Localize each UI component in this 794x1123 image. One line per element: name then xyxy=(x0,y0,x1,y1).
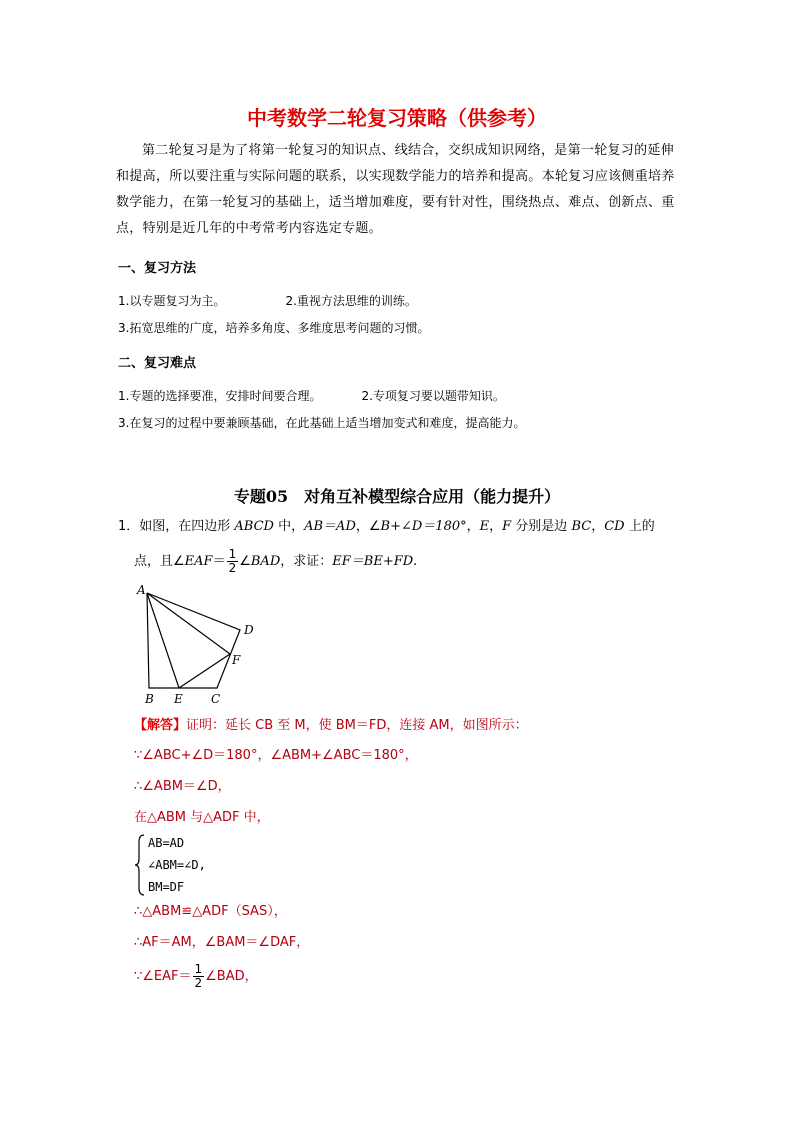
answer-tag: 【解答】 xyxy=(134,718,187,733)
quadrilateral-outline xyxy=(147,593,240,688)
label-F: F xyxy=(232,653,241,667)
difficulties-item-1: 1.专题的选择要准，安排时间要合理。 xyxy=(118,389,322,403)
difficulties-line-1 xyxy=(118,386,505,406)
system-eq-2: ∠ABM=∠D, xyxy=(148,858,206,872)
segment-AF xyxy=(147,593,230,654)
difficulties-item-3: 3.在复习的过程中要兼顾基础，在此基础上适当增加变式和难度，提高能力。 xyxy=(118,416,526,430)
intro-paragraph xyxy=(116,138,678,242)
intro-text: 第二轮复习是为了将第一轮复习的知识点、线结合，交织成知识网络，是第一轮复习的延伸和提高，所以要注重与实际问题的联系，以实现数学能力的培养和提高。本轮复习应该侧重培养数学能力，在第一轮复习的基础上，适当增加难度，要有针对性，围绕热点、难点、创新点、重点，特别是近几年的中考常考内容选定专题。 xyxy=(116,143,675,236)
answer-line-3: ∴∠ABM＝∠D， xyxy=(134,779,231,794)
methods-item-1: 1.以专题复习为主。 xyxy=(118,294,226,308)
label-E: E xyxy=(174,692,183,706)
section-heading-methods: 一、复习方法 xyxy=(118,261,197,276)
answer-line-7: ∵∠EAF＝ $\frac{1}{2}$ ∠BAD， xyxy=(134,962,258,990)
answer-line-4: 在△ABM 与△ADF 中， xyxy=(134,810,270,825)
answer-line-2: ∵∠ABC+∠D＝180°，∠ABM+∠ABC＝180°， xyxy=(134,748,418,763)
methods-item-2: 2.重视方法思维的训练。 xyxy=(285,294,417,308)
methods-item-3: 3.拓宽思维的广度，培养多角度、多维度思考问题的习惯。 xyxy=(118,321,430,335)
answer-line-6: ∴AF＝AM，∠BAM＝∠DAF， xyxy=(134,935,310,950)
answer-line-1: 【解答】证明：延长 CB 至 M，使 BM＝FD，连接 AM，如图所示： xyxy=(134,718,528,733)
segment-AE xyxy=(147,593,179,688)
label-B: B xyxy=(145,692,154,706)
label-A: A xyxy=(137,583,146,597)
fraction-one-half: $\frac{1}{2}$ xyxy=(228,547,237,575)
topic-title: 专题05 对角互补模型综合应用（能力提升） xyxy=(233,487,561,506)
question-line-2: 点，且∠EAF＝ $\frac{1}{2}$ ∠BAD，求证：EF＝BE+FD. xyxy=(134,547,418,575)
quadrilateral-figure xyxy=(134,582,264,706)
answer-fraction-one-half: $\frac{1}{2}$ xyxy=(194,962,203,990)
segment-EF xyxy=(179,654,230,688)
difficulties-item-2: 2.专项复习要以题带知识。 xyxy=(361,389,505,403)
question-line-1: 1．如图，在四边形 ABCD 中，AB＝AD，∠B+∠D＝180°，E，F 分别是边 BC，CD 上的 xyxy=(118,519,655,534)
methods-line-1 xyxy=(118,291,417,311)
figure-lines xyxy=(147,593,240,688)
system-eq-3: BM=DF xyxy=(148,880,185,894)
system-brace xyxy=(134,834,146,896)
label-C: C xyxy=(211,692,221,706)
label-D: D xyxy=(244,623,254,637)
system-eq-1: AB=AD xyxy=(148,836,185,850)
section-heading-difficulties: 二、复习难点 xyxy=(118,356,197,371)
document-title: 中考数学二轮复习策略（供参考） xyxy=(247,106,547,130)
answer-line-5: ∴△ABM≌△ADF（SAS）， xyxy=(134,904,287,919)
